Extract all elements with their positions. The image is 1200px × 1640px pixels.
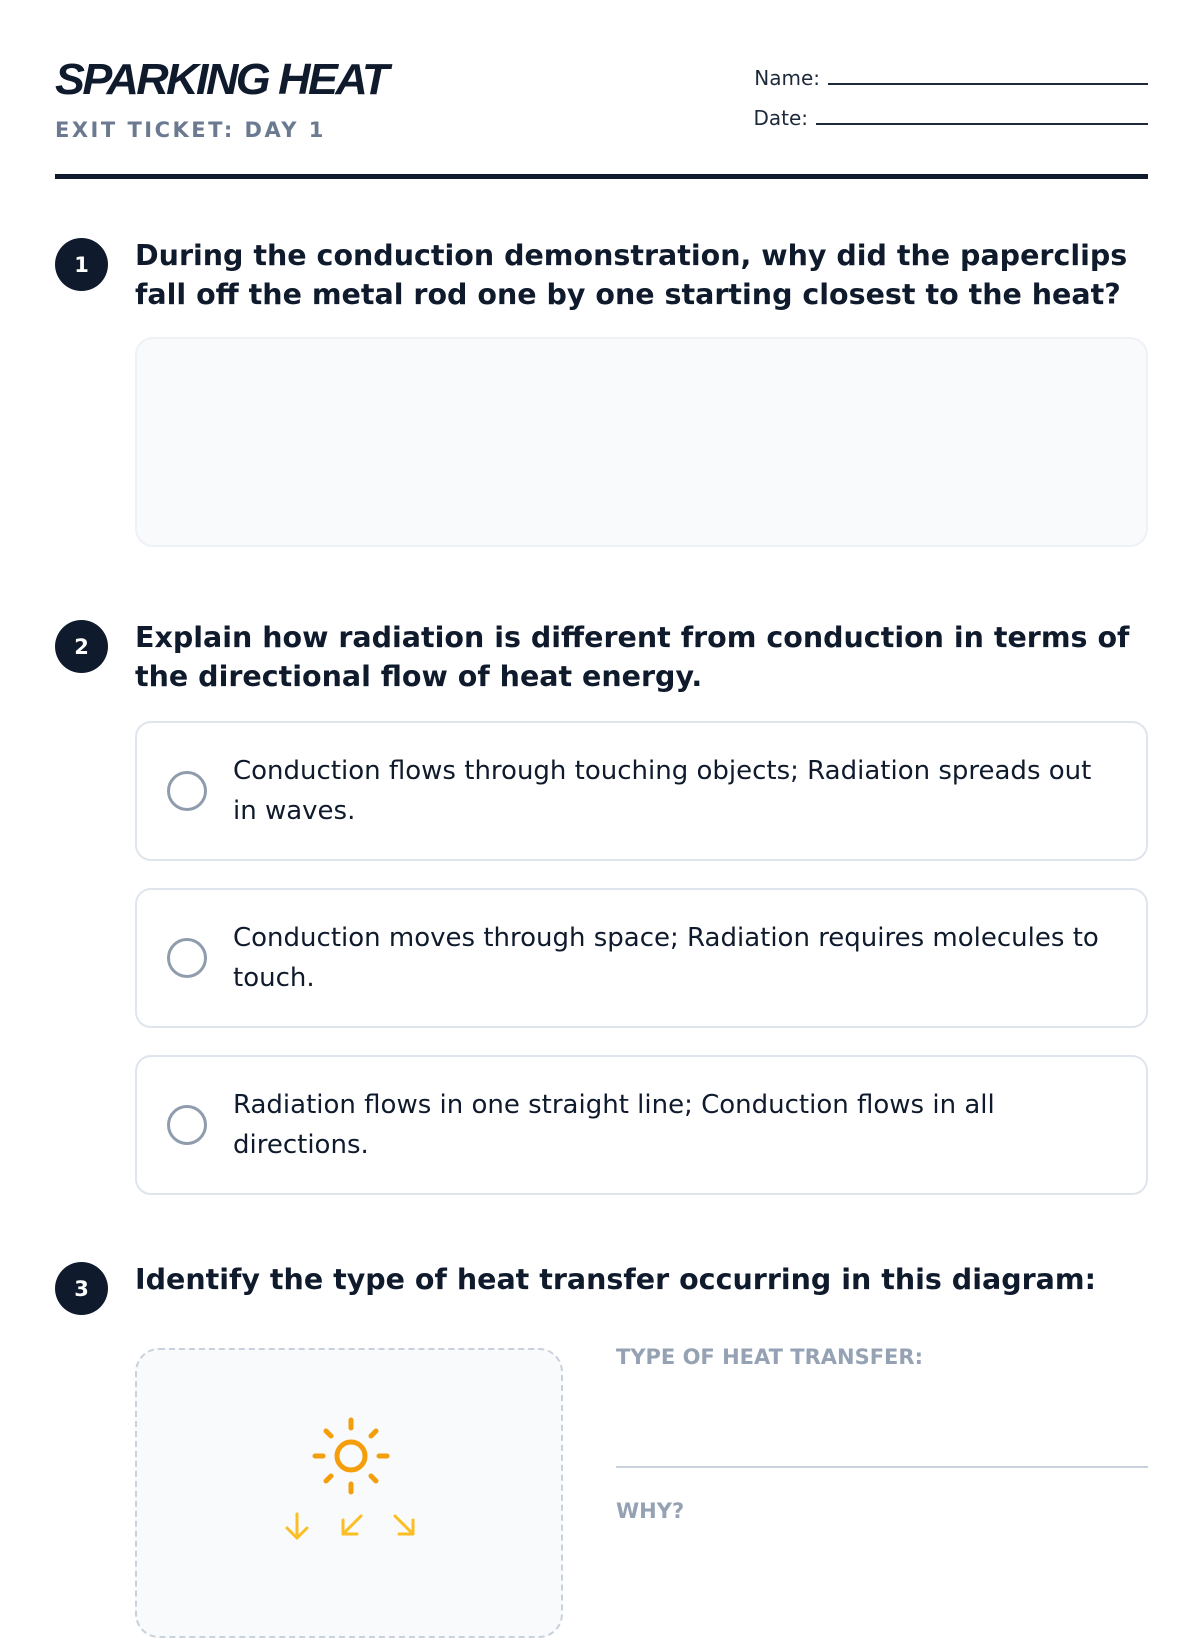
option-2-label: Conduction moves through space; Radiation requires molecules to touch. xyxy=(233,923,1099,993)
diagram-box xyxy=(135,1348,563,1638)
date-field[interactable] xyxy=(753,106,1148,130)
arrow-down-right-icon xyxy=(395,1516,413,1534)
option-2-radio[interactable] xyxy=(167,938,207,978)
question-text-1: During the conduction demonstration, why did the paperclips fall off the metal rod one by one starting closest to the heat? xyxy=(135,239,1128,311)
question-number-2: 2 xyxy=(55,620,108,673)
question-number-1: 1 xyxy=(55,238,108,291)
type-answer-line[interactable] xyxy=(616,1466,1148,1468)
arrow-down-left-icon xyxy=(343,1516,361,1534)
question-text-2: Explain how radiation is different from conduction in terms of the directional flow of heat energy. xyxy=(135,621,1130,693)
worksheet-subtitle: EXIT TICKET: DAY 1 xyxy=(55,118,326,142)
option-2[interactable] xyxy=(135,888,1148,1028)
option-1-label: Conduction flows through touching objects; Radiation spreads out in waves. xyxy=(233,756,1092,826)
date-line[interactable] xyxy=(816,123,1148,125)
type-label: TYPE OF HEAT TRANSFER: xyxy=(616,1345,923,1369)
option-1-radio[interactable] xyxy=(167,771,207,811)
worksheet-title: SPARKING HEAT xyxy=(55,55,387,104)
name-line[interactable] xyxy=(828,83,1148,85)
header-divider xyxy=(55,174,1148,179)
diagram xyxy=(137,1350,565,1640)
option-3-label: Radiation flows in one straight line; Conduction flows in all directions. xyxy=(233,1090,995,1160)
question-number-3: 3 xyxy=(55,1262,108,1315)
why-label: WHY? xyxy=(616,1499,685,1523)
name-field[interactable] xyxy=(754,66,1148,90)
name-label: Name: xyxy=(754,66,820,90)
date-label: Date: xyxy=(753,106,808,130)
arrow-down-icon xyxy=(287,1514,307,1538)
answer-box-1[interactable] xyxy=(135,337,1148,547)
sun-icon xyxy=(315,1420,387,1492)
question-text-3: Identify the type of heat transfer occurring in this diagram: xyxy=(135,1263,1096,1296)
option-3[interactable] xyxy=(135,1055,1148,1195)
option-1[interactable] xyxy=(135,721,1148,861)
option-3-radio[interactable] xyxy=(167,1105,207,1145)
